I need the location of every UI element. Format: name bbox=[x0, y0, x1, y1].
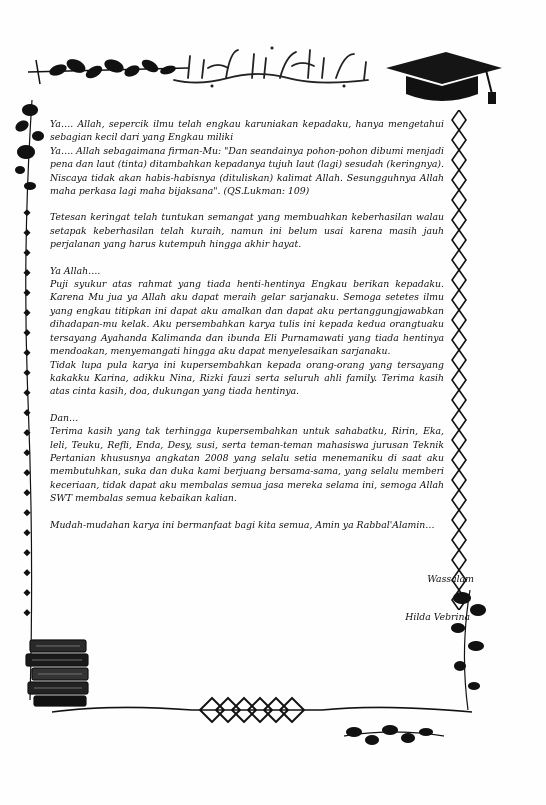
paragraph-4: Ya Allah…. bbox=[50, 265, 101, 277]
dedication-text bbox=[50, 118, 444, 532]
graduation-cap-icon bbox=[382, 50, 504, 108]
paragraph-6: Tidak lupa pula karya ini kupersembahkan kepada orang-orang yang tersayang kakakku Karina, adikku Nina, Rizki fauzi serta seluruh ahli family. Terima kasih atas cinta kasih, doa, dukungan yang tiada hentinya. bbox=[50, 359, 444, 398]
bottom-vine-ornament-icon bbox=[344, 718, 444, 752]
paragraph-2: Ya…. Allah sebagaimana firman-Mu: "Dan seandainya pohon-pohon dibumi menjadi pena dan laut (tinta) ditambahkan kepadanya tujuh laut (lagi) sesudah (keringnya). Niscaya tidak akan habis-habisnya (dituliskan) kalimat Allah. Sesungguhnya Allah maha perkasa lagi maha bijaksana". (QS.Lukman: 109) bbox=[50, 145, 444, 198]
paragraph-7: Dan… bbox=[50, 412, 79, 424]
left-leaf-border-icon bbox=[12, 100, 46, 700]
bismillah-calligraphy-icon bbox=[168, 40, 383, 92]
right-chain-border-icon bbox=[448, 110, 470, 610]
paragraph-9: Mudah-mudahan karya ini bermanfaat bagi kita semua, Amin ya Rabbal'Alamin… bbox=[50, 519, 435, 531]
closing-greeting: Wassalam bbox=[427, 574, 474, 585]
paragraph-5: Puji syukur atas rahmat yang tiada henti-hentinya Engkau berikan kepadaku. Karena Mu jua ya Allah aku dapat meraih gelar sarjanaku. Semoga setetes ilmu yang engkau titipkan ini dapat aku amalkan dan dapat aku pertanggungjawabkan dihadapan-mu kelak. Aku persembahkan karya tulis ini kepada kedua orangtuaku tersayang Ayahanda Kalimanda dan ibunda Eli Purnamawati yang tiada hentinya mendoakan, menyemangati hingga aku dapat menyelesaikan sarjanaku. bbox=[50, 279, 444, 358]
paragraph-1: Ya…. Allah, sepercik ilmu telah engkau karuniakan kepadaku, hanya mengetahui sebagian kecil dari yang Engkau miliki bbox=[50, 119, 444, 144]
paragraph-3: Tetesan keringat telah tuntukan semangat yang membuahkan keberhasilan walau setapak keberhasilan telah kuraih, namun ini belum usai karena masih jauh perjalanan yang harus kutempuh hingga akhir hayat. bbox=[50, 212, 444, 251]
vine-ornament-icon bbox=[28, 52, 188, 88]
paragraph-8: Terima kasih yang tak terhingga kupersembahkan untuk sahabatku, Ririn, Eka, leli, Teuku, Refli, Enda, Desy, susi, serta teman-teman mahasiswa jurusan Teknik Pertanian khususnya angkatan 2008 yang selalu setia menemaniku di saat aku membutuhkan, suka dan duka kami berjuang bersama-sama, yang selalu memberi keceriaan, tidak dapat aku membalas semua jasa mereka selama ini, semoga Allah SWT membalas semua kebaikan kalian. bbox=[50, 426, 444, 505]
signer-name: Hilda Vebrina bbox=[405, 612, 470, 623]
